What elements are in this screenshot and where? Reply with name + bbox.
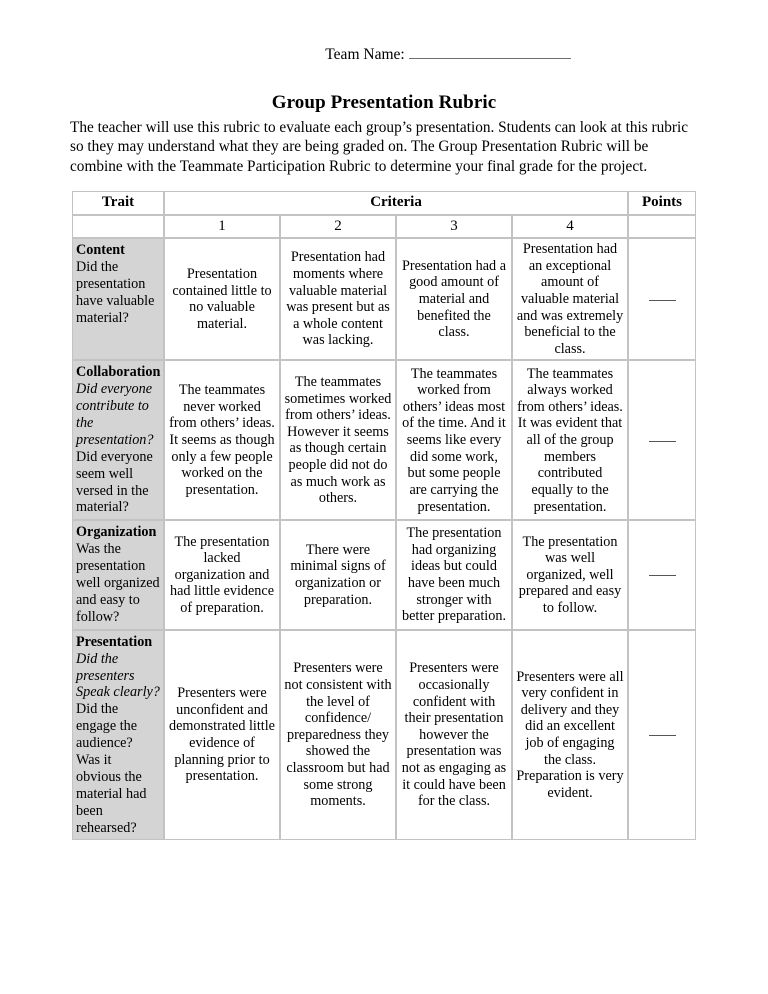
scale-cell-4: 4: [512, 215, 628, 239]
trait-question-line: Was it: [76, 751, 112, 768]
scale-cell-1: 1: [164, 215, 280, 239]
criteria-cell-level-3: The teammates worked from others’ ideas most of the time. And it seems like every did some work, but some people are carrying the presentation.: [396, 360, 512, 520]
trait-name: Collaboration: [76, 364, 161, 381]
trait-question-line: follow?: [76, 608, 120, 625]
team-name-input[interactable]: [409, 44, 571, 59]
column-header-criteria: Criteria: [164, 191, 628, 215]
table-row: [72, 630, 696, 841]
trait-question-line: material?: [76, 309, 129, 326]
criteria-cell-level-3: The presentation had organizing ideas but could have been much stronger with better preparation.: [396, 520, 512, 629]
trait-question-line: material?: [76, 499, 129, 516]
trait-question-line: rehearsed?: [76, 819, 137, 836]
column-header-trait: Trait: [72, 191, 164, 215]
trait-question-line: Did everyone: [76, 448, 153, 465]
table-row: [72, 360, 696, 520]
trait-cell: [72, 360, 164, 520]
rubric-table-body: [72, 238, 696, 840]
table-scale-row: [72, 215, 696, 239]
trait-question-line: and easy to: [76, 591, 140, 608]
trait-name: Organization: [76, 524, 157, 541]
criteria-cell-level-2: Presentation had moments where valuable material was present but as a whole content was lacking.: [280, 238, 396, 360]
points-cell[interactable]: [628, 360, 696, 520]
criteria-cell-level-2: Presenters were not consistent with the level of confidence/ preparedness they showed the classroom but had some strong moments.: [280, 630, 396, 841]
column-header-points: Points: [628, 191, 696, 215]
criteria-cell-level-2: The teammates sometimes worked from others’ ideas. However it seems as though certain people did not do as much work as others.: [280, 360, 396, 520]
table-header-row: [72, 191, 696, 215]
criteria-cell-level-1: Presenters were unconfident and demonstrated little evidence of planning prior to presentation.: [164, 630, 280, 841]
points-input-blank[interactable]: [649, 299, 676, 301]
page-title: Group Presentation Rubric: [271, 92, 497, 113]
trait-question-line: presentation?: [76, 431, 154, 448]
trait-name: Presentation: [76, 633, 153, 650]
criteria-cell-level-4: Presenters were all very confident in delivery and they did an excellent job of engaging the class. Preparation is very evident.: [512, 630, 628, 841]
trait-question-line: versed in the: [76, 482, 149, 499]
criteria-cell-level-4: The presentation was well organized, well prepared and easy to follow.: [512, 520, 628, 629]
trait-question-line: contribute to: [76, 398, 149, 415]
trait-question-line: Did the: [76, 258, 119, 275]
criteria-cell-level-3: Presenters were occasionally confident with their presentation however the presentation was not as engaging as it could have been for the class.: [396, 630, 512, 841]
points-cell[interactable]: [628, 520, 696, 629]
team-name-row: [0, 44, 768, 64]
trait-question-line: presentation: [76, 275, 146, 292]
points-cell[interactable]: [628, 238, 696, 360]
trait-question-line: engage the: [76, 718, 138, 735]
trait-cell: [72, 520, 164, 629]
table-row: [72, 520, 696, 629]
trait-question-line: obvious the: [76, 768, 142, 785]
points-cell[interactable]: [628, 630, 696, 841]
trait-question-line: well organized: [76, 575, 160, 592]
trait-question-line: Was the: [76, 541, 121, 558]
scale-cell-2: 2: [280, 215, 396, 239]
trait-question-line: seem well: [76, 465, 134, 482]
scale-cell-blank-right: [628, 215, 696, 239]
intro-paragraph: The teacher will use this rubric to evaluate each group’s presentation. Students can look at this rubric so they may understand what they are being graded on. The Group Presentation Rubric will be combine with the Teammate Participation Rubric to determine your final grade for the project.: [70, 119, 689, 175]
trait-question-line: audience?: [76, 735, 133, 752]
trait-question-line: presentation: [76, 558, 146, 575]
points-input-blank[interactable]: [649, 440, 676, 442]
scale-cell-blank-left: [72, 215, 164, 239]
team-name-group: [325, 44, 570, 64]
trait-question-line: Did the: [76, 650, 119, 667]
trait-question-line: Speak clearly?: [76, 684, 160, 701]
trait-question-line: have valuable: [76, 292, 155, 309]
trait-question-line: material had: [76, 785, 147, 802]
trait-cell: [72, 238, 164, 360]
trait-question-line: the: [76, 415, 94, 432]
rubric-table: [72, 191, 696, 840]
trait-name: Content: [76, 242, 125, 259]
criteria-cell-level-1: Presentation contained little to no valuable material.: [164, 238, 280, 360]
trait-question-line: Did everyone: [76, 381, 153, 398]
criteria-cell-level-1: The presentation lacked organization and had little evidence of preparation.: [164, 520, 280, 629]
trait-cell: [72, 630, 164, 841]
criteria-cell-level-1: The teammates never worked from others’ ideas. It seems as though only a few people worked on the presentation.: [164, 360, 280, 520]
trait-question-line: presenters: [76, 667, 135, 684]
team-name-label: Team Name:: [325, 46, 405, 63]
points-input-blank[interactable]: [649, 734, 676, 736]
rubric-table-head: [72, 191, 696, 238]
criteria-cell-level-3: Presentation had a good amount of material and benefited the class.: [396, 238, 512, 360]
criteria-cell-level-4: The teammates always worked from others’ ideas. It was evident that all of the group members contributed equally to the presentation.: [512, 360, 628, 520]
points-input-blank[interactable]: [649, 574, 676, 576]
scale-cell-3: 3: [396, 215, 512, 239]
trait-question-line: been: [76, 802, 103, 819]
criteria-cell-level-4: Presentation had an exceptional amount of valuable material and was extremely beneficial to the class.: [512, 238, 628, 360]
criteria-cell-level-2: There were minimal signs of organization or preparation.: [280, 520, 396, 629]
trait-question-line: Did the: [76, 701, 119, 718]
table-row: [72, 238, 696, 360]
